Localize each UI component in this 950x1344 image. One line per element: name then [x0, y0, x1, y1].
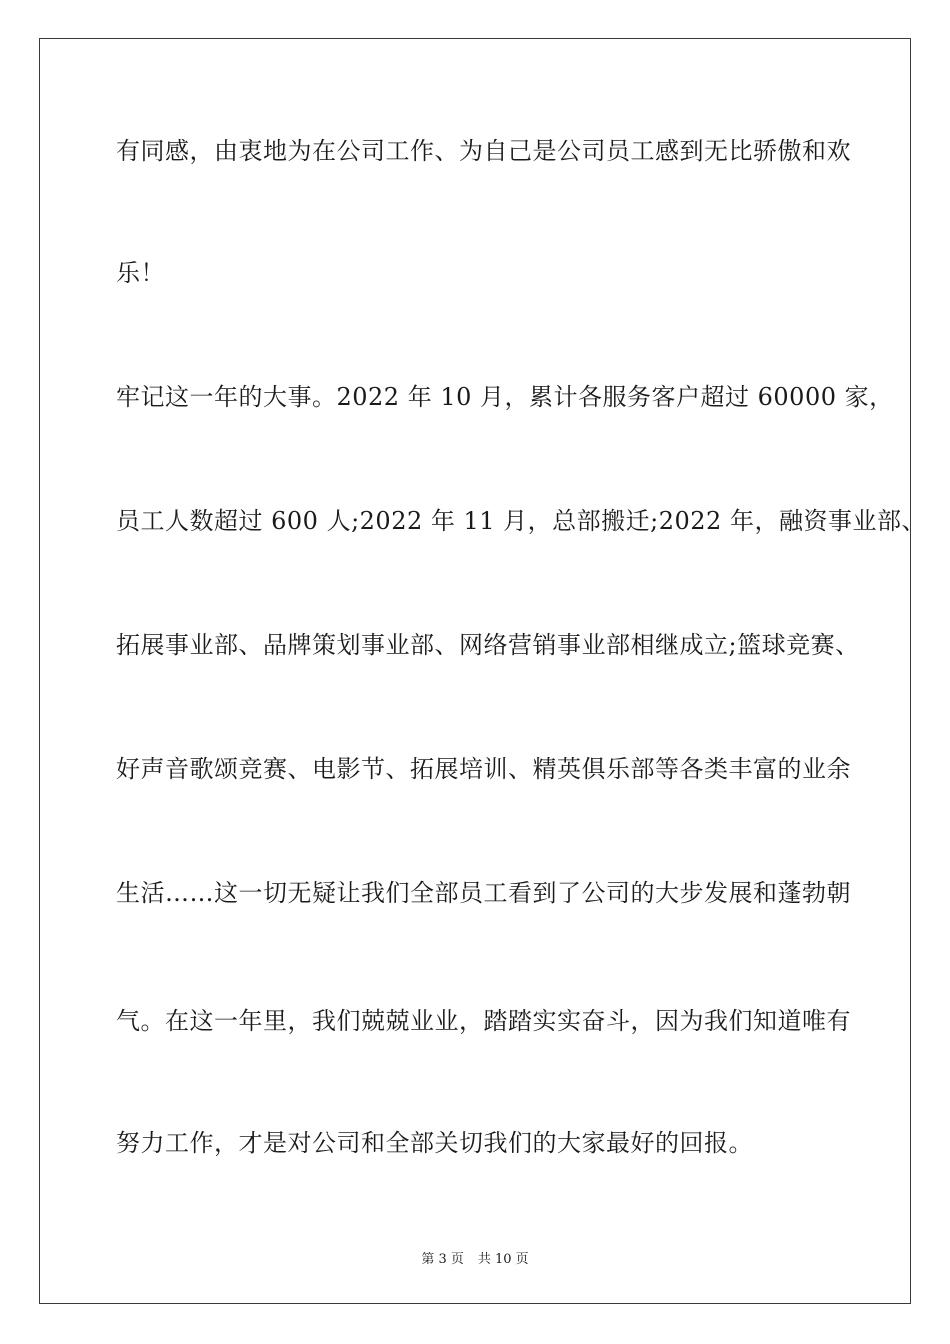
page-border	[39, 38, 926, 1304]
paragraph-line-3: 牢记这一年的大事。2022 年 10 月，累计各服务客户超过 60000 家，	[116, 383, 894, 411]
paragraph-line-4: 员工人数超过 600 人;2022 年 11 月，总部搬迁;2022 年，融资事业部、	[116, 507, 926, 535]
paragraph-line-8: 气。在这一年里，我们兢兢业业，踏踏实实奋斗，因为我们知道唯有	[116, 1007, 851, 1035]
paragraph-line-9: 努力工作，才是对公司和全部关切我们的大家最好的回报。	[116, 1129, 753, 1157]
page-footer	[0, 1248, 950, 1267]
paragraph-line-2: 乐！	[116, 259, 165, 287]
paragraph-line-6: 好声音歌颂竞赛、电影节、拓展培训、精英俱乐部等各类丰富的业余	[116, 755, 851, 783]
page-number: 第 3 页	[421, 1252, 464, 1267]
paragraph-line-5: 拓展事业部、品牌策划事业部、网络营销事业部相继成立;篮球竞赛、	[116, 631, 860, 659]
total-pages: 共 10 页	[477, 1252, 529, 1267]
paragraph-line-1: 有同感，由衷地为在公司工作、为自己是公司员工感到无比骄傲和欢	[116, 137, 851, 165]
paragraph-line-7: 生活……这一切无疑让我们全部员工看到了公司的大步发展和蓬勃朝	[116, 879, 851, 907]
